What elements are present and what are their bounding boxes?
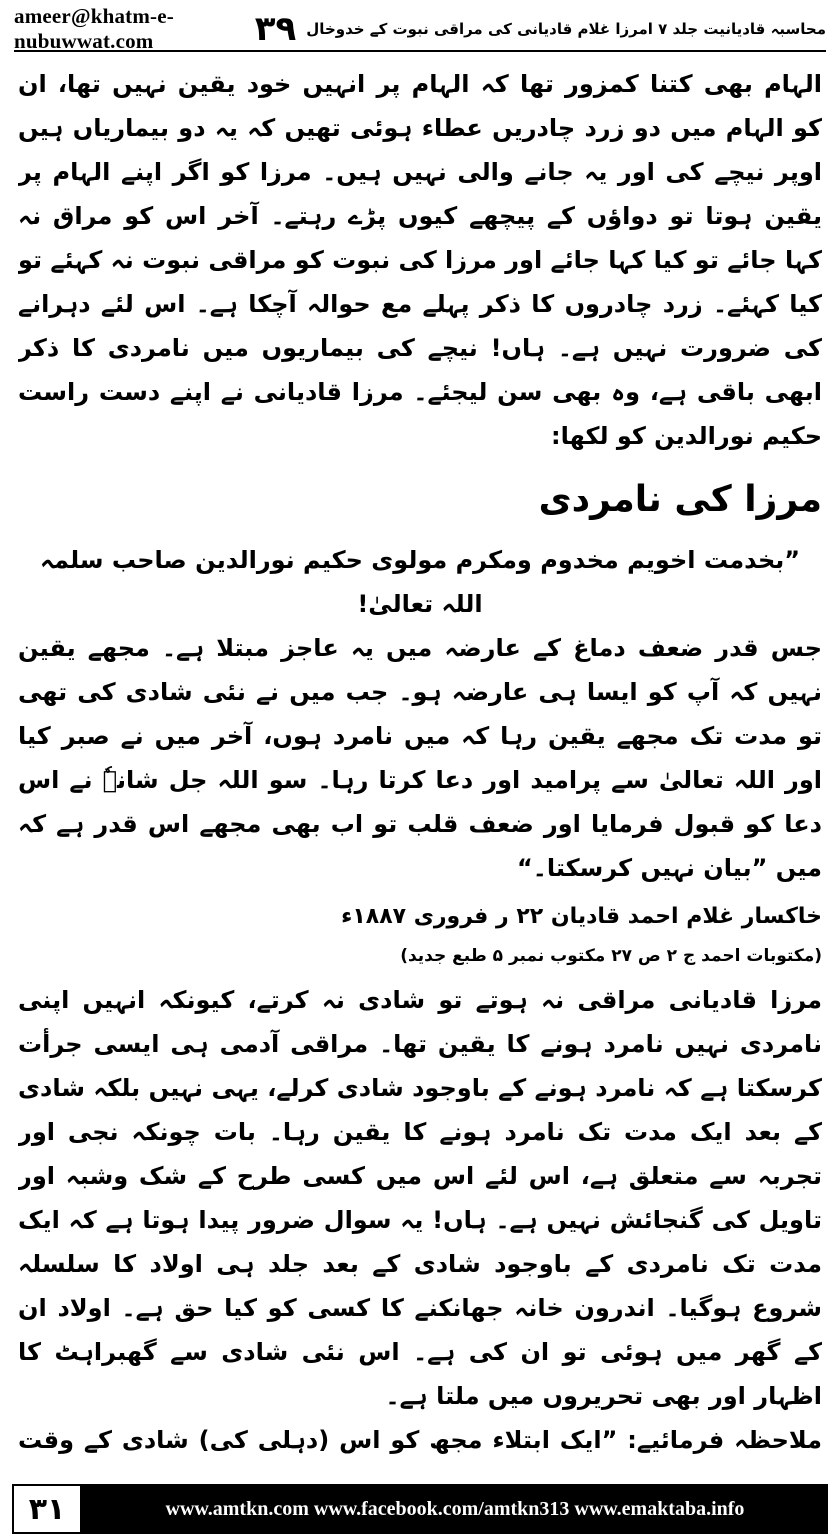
- header-left-group: [14, 4, 306, 54]
- header-page-number: ۳۹: [254, 9, 297, 49]
- footer-folio-number: ۳۱: [12, 1484, 82, 1534]
- page-header: [14, 4, 826, 53]
- letter-salutation: ”بخدمت اخویم مخدوم ومکرم مولوی حکیم نورالدین صاحب سلمہ اللہ تعالیٰ!: [39, 546, 801, 618]
- letter-signature: خاکسار غلام احمد قادیان ۲۲ ر فروری ۱۸۸۷ء: [341, 904, 822, 929]
- header-email: ameer@khatm-e-nubuwwat.com: [14, 4, 174, 53]
- letter-reference: (مکتوبات احمد ج ۲ ص ۲۷ مکتوب نمبر ۵ طبع جدید): [400, 946, 822, 966]
- footer-website-links[interactable]: www.amtkn.com www.facebook.com/amtkn313 www.emaktaba.info: [165, 1497, 745, 1520]
- page-footer: [12, 1484, 828, 1534]
- page-body: [18, 62, 822, 1462]
- letter-body: جس قدر ضعف دماغ کے عارضہ میں یہ عاجز مبتلا ہے۔ مجھے یقین نہیں کہ آپ کو ایسا ہی عارضہ ہو۔ جب میں نے نئی شادی کی تھی تو مدت تک مجھے یقین رہا کہ میں نامرد ہوں، آخر میں نے صبر کیا اور اللہ تعالیٰ سے پرامید اور دعا کرتا رہا۔ سو اللہ جل شانہٗ نے اس دعا کو قبول فرمایا اور ضعف قلب تو اب بھی مجھے اس قدر ہے کہ میں ”بیان نہیں کرسکتا۔“: [18, 634, 822, 882]
- quote-intro-paragraph: ملاحظہ فرمائیے: ”ایک ابتلاء مجھ کو اس (دہلی کی) شادی کے وقت: [18, 1426, 822, 1454]
- intro-paragraph: الہام بھی کتنا کمزور تھا کہ الہام پر انہیں خود یقین نہیں تھا، ان کو الہام میں دو زرد چادریں عطاء ہوئی تھیں کہ یہ دو بیماریاں ہیں اوپر نیچے کی اور یہ جانے والی نہیں ہیں۔ مرزا کو اگر اپنے الہام پر یقین ہوتا تو دواؤں کے پیچھے کیوں پڑے رہتے۔ آخر اس کو مراق نہ کہا جائے تو کیا کہا جائے اور مرزا کی نبوت کو مراقی نبوت نہ کہئے تو کیا کہئے۔ زرد چادروں کا ذکر پہلے مع حوالہ آچکا ہے۔ اس لئے دہرانے کی ضرورت نہیں ہے۔ ہاں! نیچے کی بیماریوں میں نامردی کا ذکر ابھی باقی ہے، وہ بھی سن لیجئے۔ مرزا قادیانی نے اپنے دست راست حکیم نورالدین کو لکھا:: [18, 70, 822, 450]
- analysis-paragraph: مرزا قادیانی مراقی نہ ہوتے تو شادی نہ کرتے، کیونکہ انہیں اپنی نامردی نہیں نامرد ہونے کا یقین تھا۔ مراقی آدمی ہی ایسی جرأت کرسکتا ہے کہ نامرد ہونے کے باوجود شادی کرلے، یہی نہیں بلکہ شادی کے بعد ایک مدت تک نامرد ہونے کا یقین رہا۔ بات چونکہ نجی اور تجربہ سے متعلق ہے، اس لئے اس میں کسی طرح کے شک وشبہ اور تاویل کی گنجائش نہیں ہے۔ ہاں! یہ سوال ضرور پیدا ہوتا ہے کہ ایک مدت تک نامردی کے باوجود شادی کے بعد جلد ہی اولاد کا سلسلہ شروع ہوگیا۔ اندرون خانہ جھانکنے کا کسی کو کیا حق ہے۔ اولاد ان کے گھر میں ہوئی تو ان کی ہے۔ اس نئی شادی سے گھبراہٹ کا اظہار اور بھی تحریروں میں ملتا ہے۔: [18, 986, 822, 1410]
- section-heading: مرزا کی نامردی: [538, 479, 822, 520]
- header-book-title: محاسبہ قادیانیت جلد ۷ امرزا غلام قادیانی کی مراقی نبوت کے خدوخال: [306, 20, 826, 38]
